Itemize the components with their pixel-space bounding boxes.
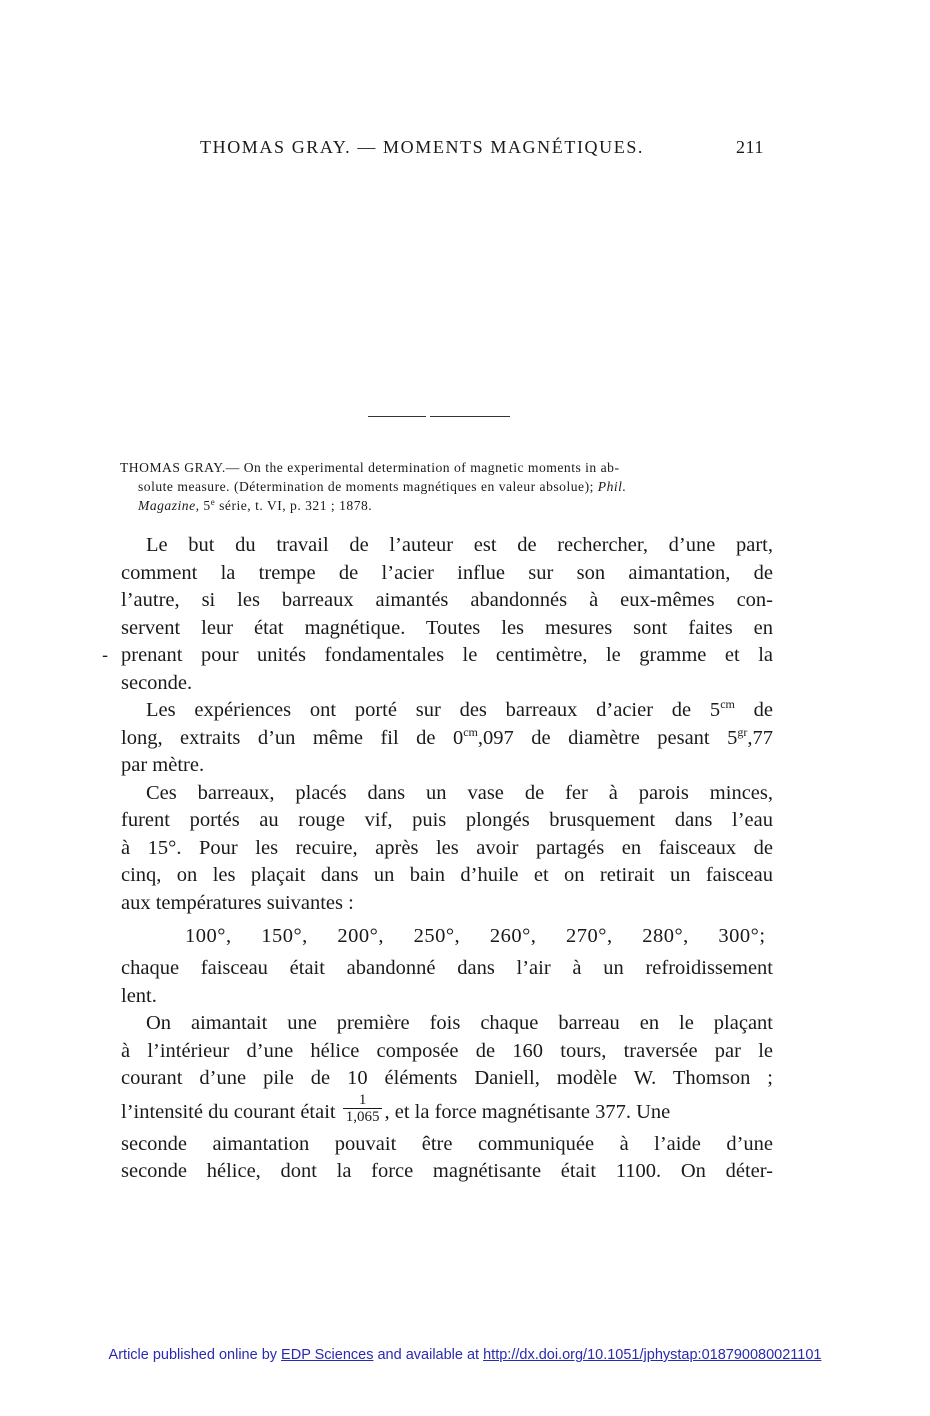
edp-sciences-link[interactable]: EDP Sciences [281, 1347, 374, 1363]
paragraph-4-line: lent. [121, 984, 157, 1007]
paragraph-1-line: comment la trempe de l’acier influe sur son aimantation, de [121, 561, 773, 584]
paragraph-5-line: On aimantait une première fois chaque barreau en le plaçant [146, 1012, 773, 1034]
citation-block [120, 458, 770, 515]
temperature-value: 150°, [261, 925, 308, 947]
running-title: THOMAS GRAY. — MOMENTS MAGNÉTIQUES. [200, 137, 645, 157]
paragraph-5-fraction-line: l’intensité du courant était $\frac{1}{1,065}$ , et la force magnétisante 377. Une [121, 1092, 671, 1126]
paragraph-5-line: seconde aimantation pouvait être communiquée à l’aide d’une [121, 1132, 773, 1155]
citation-line-2: solute measure. (Détermination de moments magnétiques en valeur absolue); Phil. [138, 479, 627, 494]
section-rule-left [368, 416, 426, 417]
section-rule-right [430, 416, 510, 417]
paragraph-5-line: courant d’une pile de 10 éléments Daniell, modèle W. Thomson ; [121, 1067, 773, 1089]
paragraph-1-line: Le but du travail de l’auteur est de rechercher, d’une part, [146, 534, 773, 556]
paragraph-1-line: seconde. [121, 671, 193, 694]
running-header [0, 137, 930, 161]
paragraph-3-line: à 15°. Pour les recuire, après les avoir partagés en faisceaux de [121, 836, 773, 859]
publication-footer [0, 1347, 930, 1363]
fraction-denominator: 1,065 [345, 1109, 380, 1126]
paragraph-3-line: aux températures suivantes : [121, 891, 354, 914]
footer-text: Article published online by [108, 1347, 282, 1363]
paragraph-5-line: à l’intérieur d’une hélice composée de 160 tours, traversée par le [121, 1039, 773, 1062]
temperature-value: 250°, [413, 925, 461, 947]
paragraph-3-line: Ces barreaux, placés dans un vase de fer à parois minces, [146, 781, 773, 804]
margin-mark: - [102, 645, 109, 666]
temperature-value: 100°, [185, 925, 232, 947]
current-fraction [343, 1092, 383, 1125]
paragraph-5-line: seconde hélice, dont la force magnétisante était 1100. On déter- [121, 1160, 773, 1182]
temperature-list [121, 917, 773, 955]
paragraph-2-line: long, extraits d’un même fil de $0^{cm},097$ de diamètre pesant $5^{gr},77$ [121, 724, 773, 749]
temperature-value: 300°; [718, 925, 766, 947]
page-number: 211 [736, 137, 764, 157]
paragraph-1-line: servent leur état magnétique. Toutes les mesures sont faites en [121, 616, 773, 639]
footer-text: and available at [373, 1347, 484, 1363]
doi-link[interactable]: http://dx.doi.org/10.1051/jphystap:018790080021101 [483, 1347, 822, 1363]
paragraph-1-line: l’autre, si les barreaux aimantés abandonnés à eux-mêmes con- [121, 589, 773, 611]
temperature-value: 200°, [337, 925, 384, 947]
citation-line-1: THOMAS GRAY.— On the experimental determination of magnetic moments in ab- [120, 460, 620, 475]
paragraph-3-line: cinq, on les plaçait dans un bain d’huile et on retirait un faisceau [121, 864, 773, 886]
paragraph-2-line: Les expériences ont porté sur des barreaux d’acier de $5^{cm}$ de [146, 697, 773, 721]
paragraph-2-line: par mètre. [121, 754, 205, 776]
temperature-value: 280°, [642, 925, 689, 947]
paragraph-4-line: chaque faisceau était abandonné dans l’air à un refroidissement [121, 957, 773, 979]
fraction-numerator: 1 [343, 1092, 383, 1109]
paragraph-3-line: furent portés au rouge vif, puis plongés brusquement dans l’eau [121, 809, 773, 831]
temperature-value: 270°, [566, 925, 613, 947]
body-text [121, 532, 773, 1186]
paragraph-1-line: prenant pour unités fondamentales le centimètre, le gramme et la [121, 644, 773, 666]
temperature-value: 260°, [489, 925, 537, 947]
citation-line-3: Magazine, 5e série, t. VI, p. 321 ; 1878. [138, 497, 373, 513]
